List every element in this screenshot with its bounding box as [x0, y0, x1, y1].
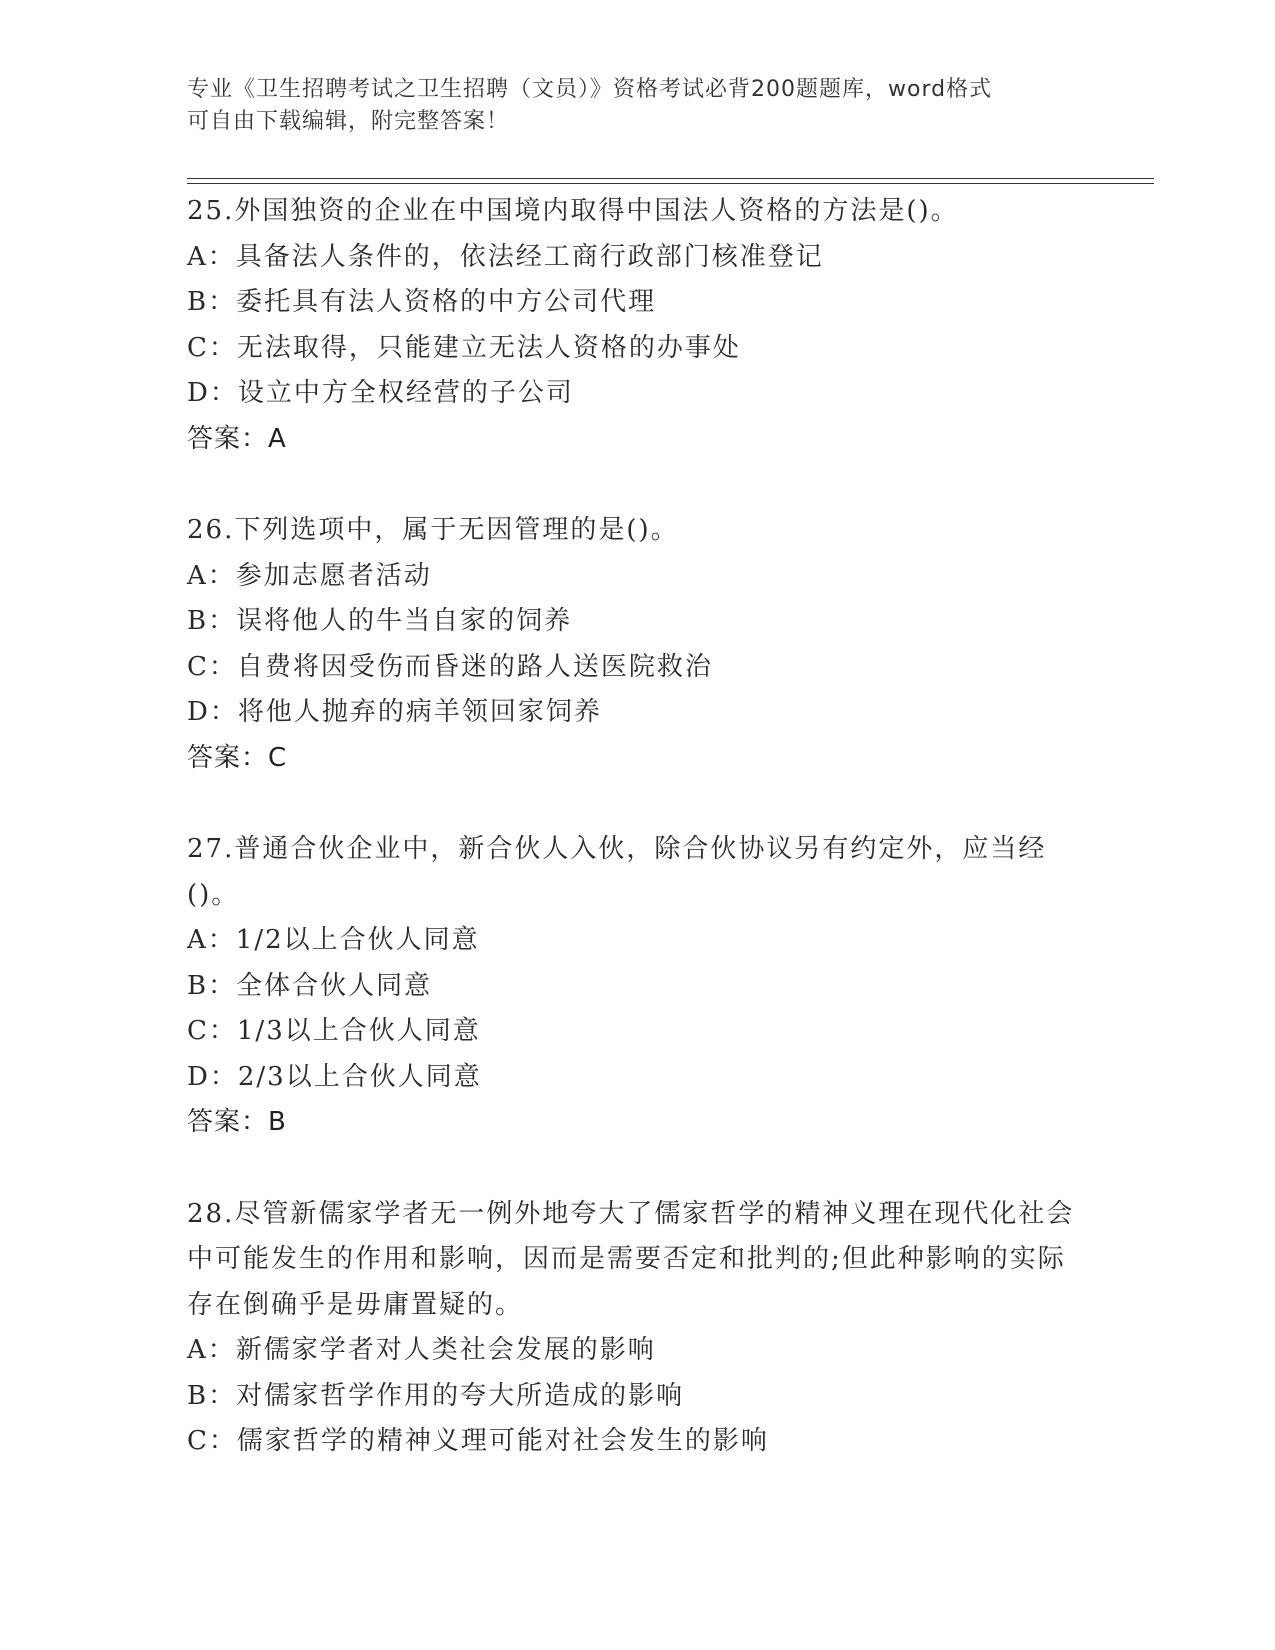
option-b: B：对儒家哲学作用的夸大所造成的影响 — [187, 1380, 685, 1411]
header-line-2: 可自由下载编辑，附完整答案！ — [187, 109, 510, 134]
header-line-1: 专业《卫生招聘考试之卫生招聘（文员）》资格考试必背200题题库，word格式 — [187, 77, 993, 102]
answer-line: 答案：A — [187, 423, 287, 454]
question-stem: 25.外国独资的企业在中国境内取得中国法人资格的方法是()。 — [187, 196, 959, 226]
question-stem: 27.普通合伙企业中，新合伙人入伙，除合伙协议另有约定外，应当经()。 — [187, 834, 1047, 910]
question-gap — [187, 462, 1087, 508]
answer-line: 答案：C — [187, 742, 288, 773]
option-a: A：新儒家学者对人类社会发展的影响 — [187, 1335, 656, 1365]
option-a: A：参加志愿者活动 — [187, 560, 432, 591]
option-c: C：自费将因受伤而昏迷的路人送医院救治 — [187, 651, 713, 682]
question-25 — [187, 189, 1087, 462]
question-26 — [187, 508, 1087, 781]
option-a: A：具备法人条件的，依法经工商行政部门核准登记 — [187, 241, 824, 272]
option-b: B：全体合伙人同意 — [187, 970, 433, 1001]
question-gap — [187, 1146, 1087, 1192]
option-d: D：设立中方全权经营的子公司 — [187, 378, 574, 408]
option-c: C：儒家哲学的精神义理可能对社会发生的影响 — [187, 1426, 769, 1456]
option-b: B：委托具有法人资格的中方公司代理 — [187, 287, 657, 317]
question-28 — [187, 1192, 1087, 1465]
header-divider-top — [187, 178, 1154, 179]
document-header — [187, 74, 1087, 138]
answer-line: 答案：B — [187, 1107, 287, 1137]
question-stem: 26.下列选项中，属于无因管理的是()。 — [187, 515, 679, 545]
header-divider-bottom — [187, 183, 1154, 184]
question-stem: 28.尽管新儒家学者无一例外地夸大了儒家哲学的精神义理在现代化社会中可能发生的作用和影响，因而是需要否定和批判的;但此种影响的实际存在倒确乎是毋庸置疑的。 — [187, 1198, 1075, 1320]
option-a: A：1/2以上合伙人同意 — [187, 925, 480, 955]
option-b: B：误将他人的牛当自家的饲养 — [187, 606, 573, 636]
option-c: C：无法取得，只能建立无法人资格的办事处 — [187, 332, 741, 363]
option-d: D：2/3以上合伙人同意 — [187, 1061, 482, 1092]
option-d: D：将他人抛弃的病羊领回家饲养 — [187, 697, 602, 727]
question-list — [187, 189, 1087, 1465]
question-gap — [187, 781, 1087, 827]
option-c: C：1/3以上合伙人同意 — [187, 1016, 481, 1046]
question-27 — [187, 827, 1087, 1146]
